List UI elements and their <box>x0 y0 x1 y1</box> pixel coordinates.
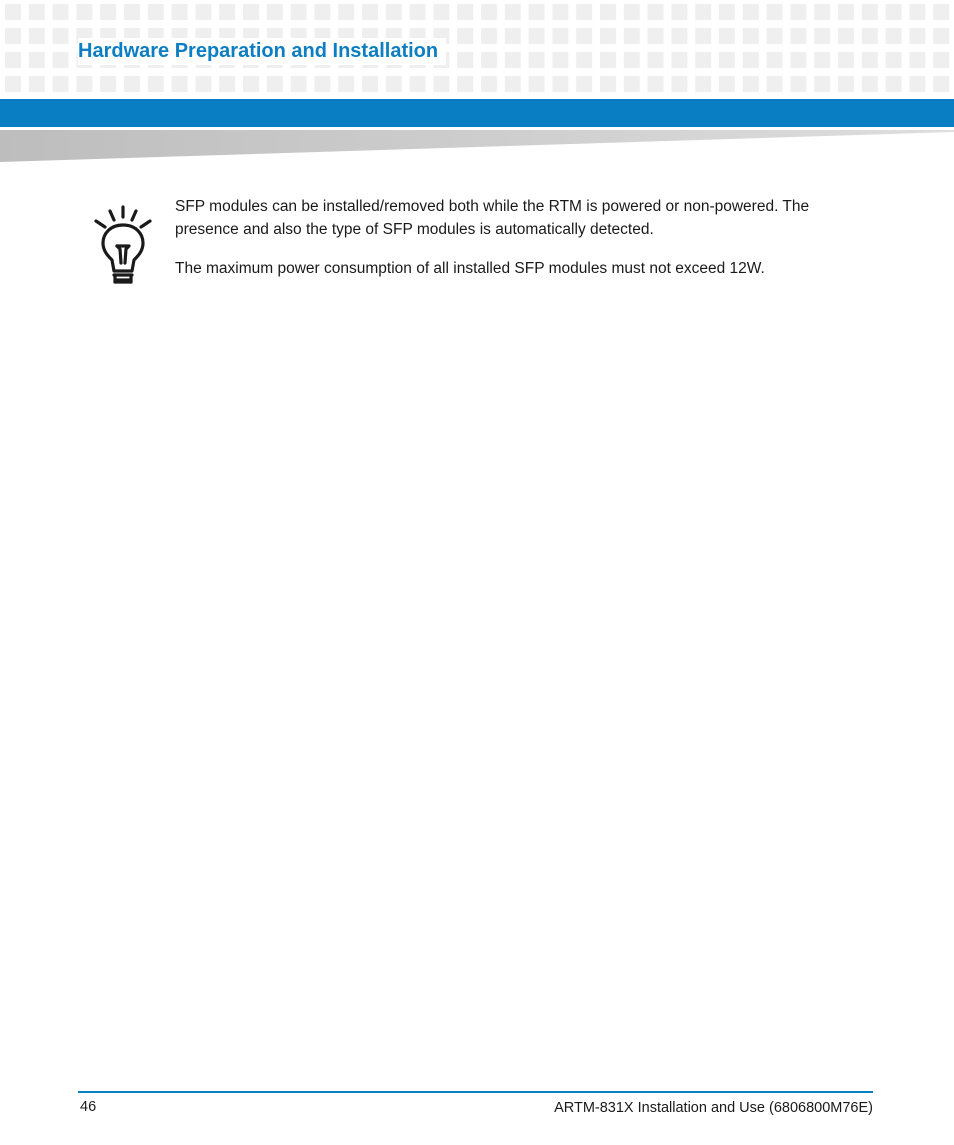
page-number: 46 <box>80 1099 97 1115</box>
note-paragraph-2: The maximum power consumption of all installed SFP modules must not exceed 12W. <box>175 260 765 277</box>
section-title: Hardware Preparation and Installation <box>78 38 446 65</box>
note-paragraph-1: SFP modules can be installed/removed both while the RTM is powered or non-powered. The presence and also the type of SFP modules is automatically detected. <box>175 198 810 238</box>
header-band <box>0 99 954 127</box>
header-wedge <box>0 130 954 162</box>
note-text <box>175 195 875 296</box>
footer-rule <box>78 1091 873 1093</box>
lightbulb-icon <box>90 205 156 285</box>
document-title: ARTM-831X Installation and Use (6806800M76E) <box>554 1100 873 1116</box>
